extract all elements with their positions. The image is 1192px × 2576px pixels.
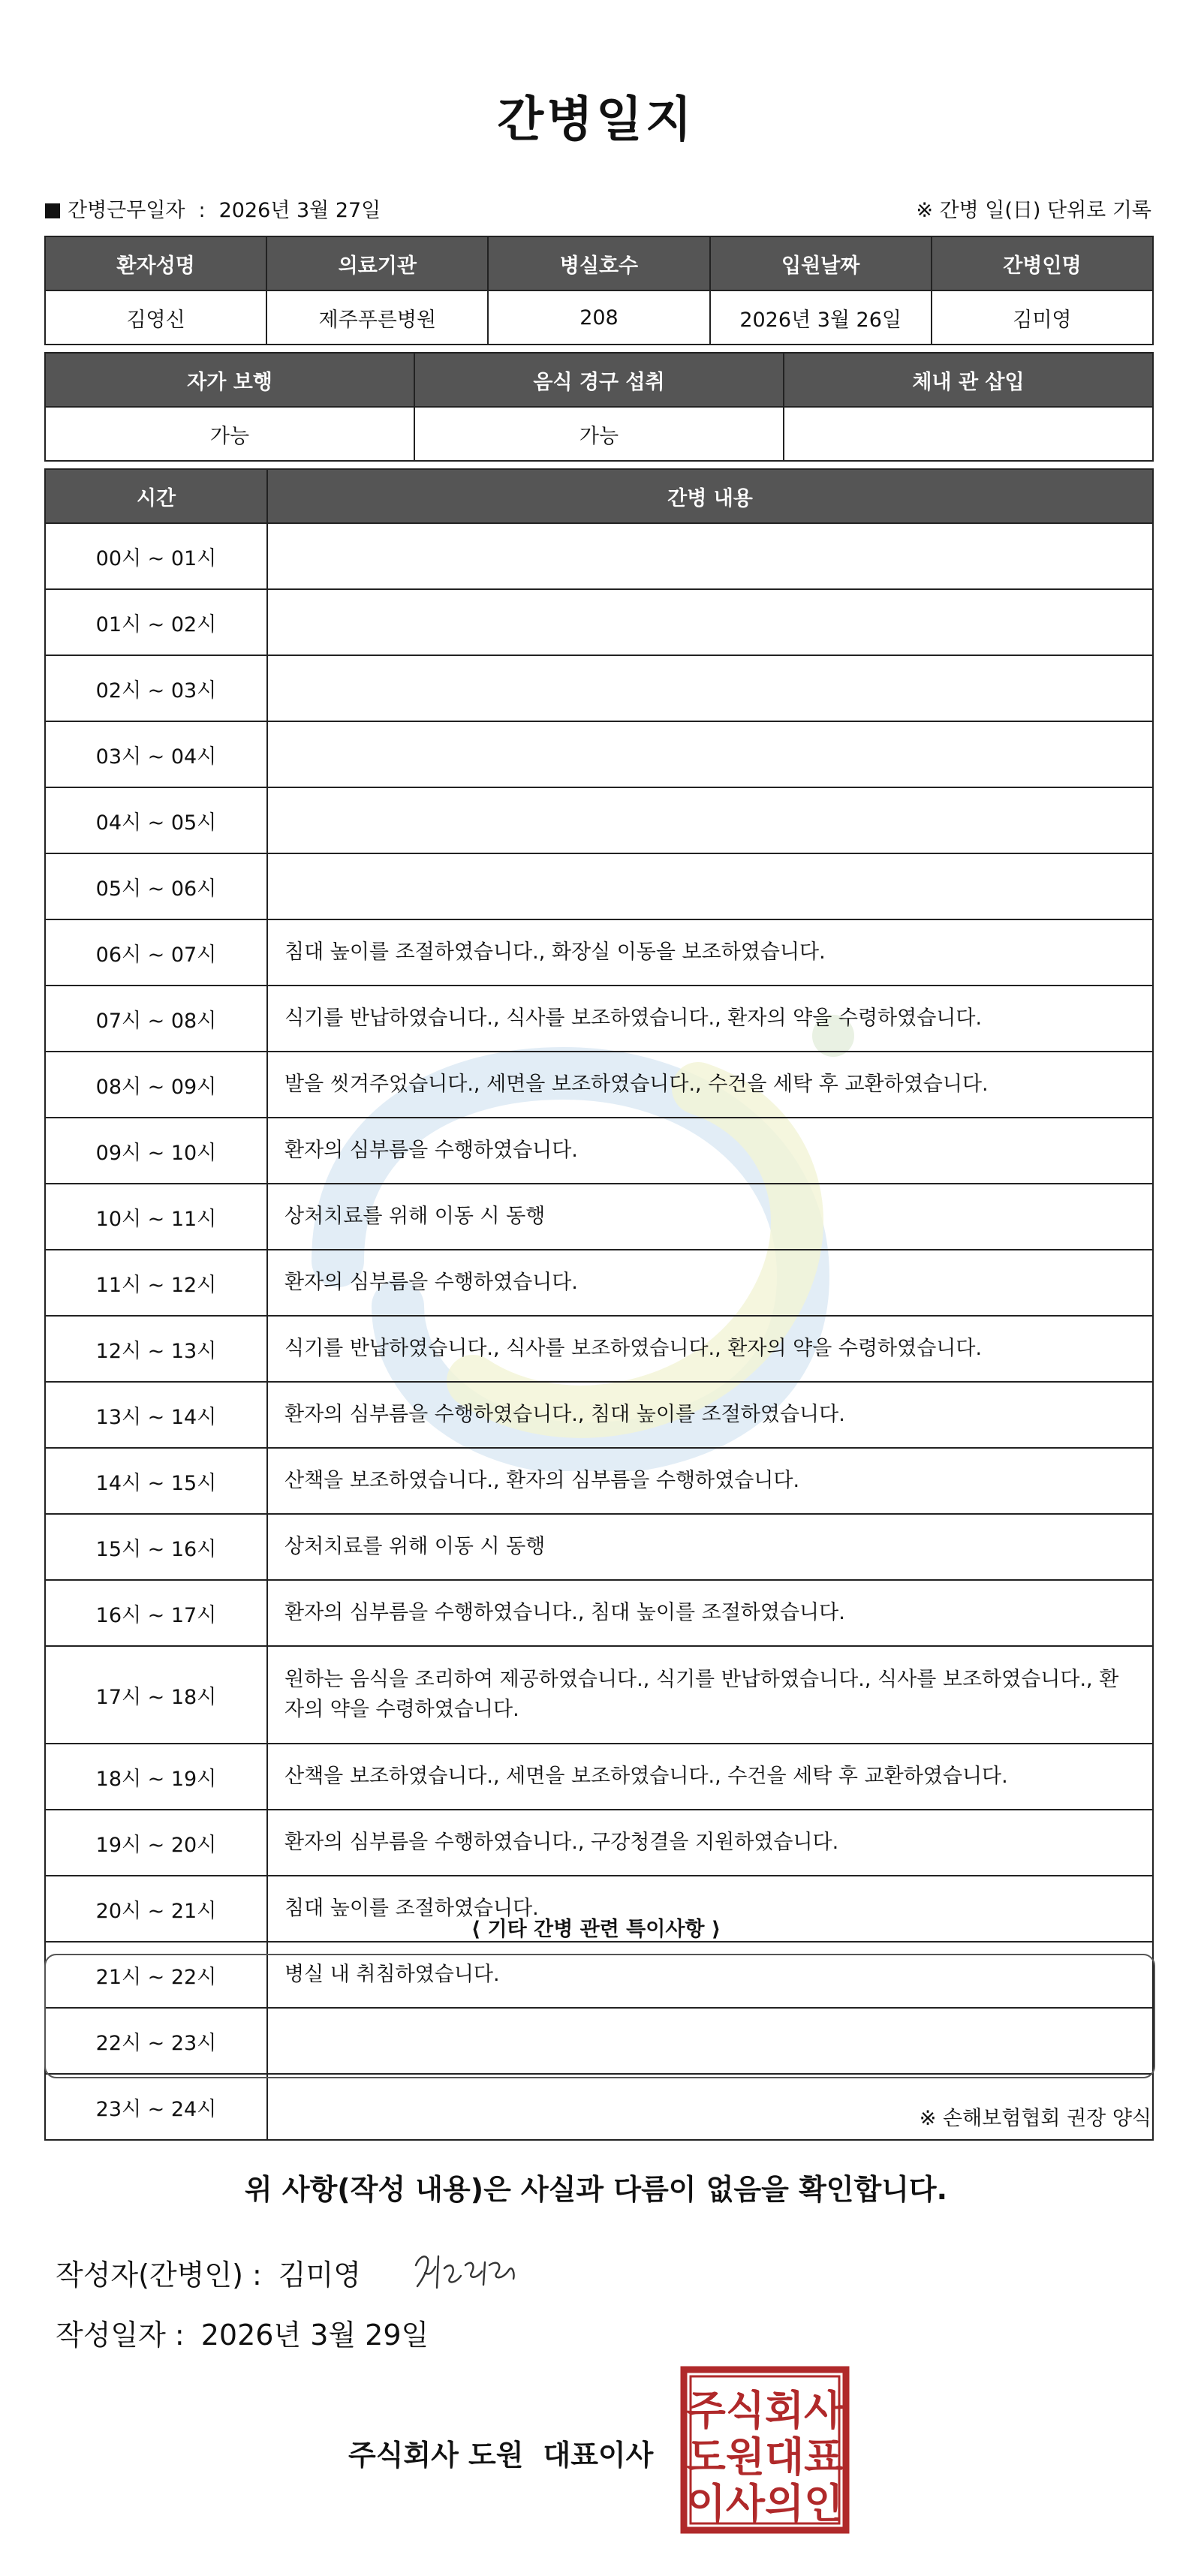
table-row: [45, 1514, 1153, 1580]
table-row: [45, 1580, 1153, 1646]
header-hospital: 의료기관: [266, 236, 488, 290]
content-cell: 발을 씻겨주었습니다., 세면을 보조하였습니다., 수건을 세탁 후 교환하였습니다.: [267, 1052, 1153, 1118]
content-cell: [267, 787, 1153, 853]
table-row: [45, 986, 1153, 1052]
notes-box: [44, 1954, 1155, 2078]
table-row: [45, 1052, 1153, 1118]
work-date-value: 2026년 3월 27일: [218, 199, 381, 222]
content-cell: [267, 655, 1153, 721]
content-cell: 환자의 심부름을 수행하였습니다., 구강청결을 지원하였습니다.: [267, 1810, 1153, 1876]
table-row: [45, 523, 1153, 589]
time-cell: 13시 ~ 14시: [45, 1382, 267, 1448]
content-cell: 병실 내 취침하였습니다.: [267, 1942, 1153, 2008]
table-row: [45, 1118, 1153, 1184]
confirmation-statement: 위 사항(작성 내용)은 사실과 다름이 없음을 확인합니다.: [244, 2173, 948, 2206]
table-row: [45, 655, 1153, 721]
status-header-row: [45, 353, 1153, 407]
seal-line: 주식회사: [686, 2387, 844, 2434]
time-cell: 14시 ~ 15시: [45, 1448, 267, 1514]
header-admission-date: 입원날짜: [710, 236, 932, 290]
content-cell: 상처치료를 위해 이동 시 동행: [267, 1514, 1153, 1580]
admission-date: 2026년 3월 26일: [710, 290, 932, 345]
form-source-note: ※ 손해보험협회 권장 양식: [919, 2107, 1151, 2130]
work-date-colon: :: [198, 199, 206, 222]
table-row: [45, 1810, 1153, 1876]
write-date-label: 작성일자 :: [56, 2319, 185, 2352]
header-care-content: 간병 내용: [267, 469, 1153, 523]
patient-name: 김영신: [45, 290, 266, 345]
header-oral-intake: 음식 경구 섭취: [414, 353, 784, 407]
time-cell: 10시 ~ 11시: [45, 1184, 267, 1250]
table-row: [45, 1382, 1153, 1448]
content-cell: 식기를 반납하였습니다., 식사를 보조하였습니다., 환자의 약을 수령하였습니다.: [267, 986, 1153, 1052]
time-cell: 04시 ~ 05시: [45, 787, 267, 853]
info-header-row: [45, 236, 1153, 290]
content-cell: 원하는 음식을 조리하여 제공하였습니다., 식기를 반납하였습니다., 식사를 보조하였습니다., 환자의 약을 수령하였습니다.: [267, 1646, 1153, 1744]
time-cell: 23시 ~ 24시: [45, 2074, 267, 2140]
table-row: [45, 919, 1153, 986]
company-title: 대표이사: [543, 2439, 654, 2472]
table-row: [45, 787, 1153, 853]
seal-line: 도원대표: [686, 2433, 844, 2481]
table-row: [45, 721, 1153, 787]
square-bullet-icon: [45, 203, 60, 218]
time-cell: 00시 ~ 01시: [45, 523, 267, 589]
header-caregiver: 간병인명: [932, 236, 1153, 290]
info-value-row: [45, 290, 1153, 345]
caregiver-name: 김미영: [932, 290, 1153, 345]
write-date-value: 2026년 3월 29일: [200, 2319, 429, 2352]
time-cell: 22시 ~ 23시: [45, 2008, 267, 2074]
content-cell: [267, 589, 1153, 655]
content-cell: 산책을 보조하였습니다., 세면을 보조하였습니다., 수건을 세탁 후 교환하였습니다.: [267, 1744, 1153, 1810]
time-cell: 18시 ~ 19시: [45, 1744, 267, 1810]
header-time: 시간: [45, 469, 267, 523]
time-cell: 21시 ~ 22시: [45, 1942, 267, 2008]
writer-name: 김미영: [278, 2259, 361, 2292]
status-value-row: [45, 407, 1153, 461]
oral-intake-value: 가능: [414, 407, 784, 461]
time-cell: 16시 ~ 17시: [45, 1580, 267, 1646]
time-cell: 07시 ~ 08시: [45, 986, 267, 1052]
work-date-label: 간병근무일자: [68, 199, 185, 222]
table-row: [45, 1646, 1153, 1744]
time-cell: 17시 ~ 18시: [45, 1646, 267, 1744]
header-self-walking: 자가 보행: [45, 353, 414, 407]
hospital-name: 제주푸른병원: [266, 290, 488, 345]
header-room: 병실호수: [488, 236, 709, 290]
content-cell: 환자의 심부름을 수행하였습니다., 침대 높이를 조절하였습니다.: [267, 1580, 1153, 1646]
seal-line: 이사의인: [686, 2480, 844, 2527]
company-seal: [680, 2366, 850, 2534]
notes-title: ⟨ 기타 간병 관련 특이사항 ⟩: [471, 1918, 721, 1941]
table-row: [45, 1316, 1153, 1382]
content-cell: 상처치료를 위해 이동 시 동행: [267, 1184, 1153, 1250]
time-cell: 01시 ~ 02시: [45, 589, 267, 655]
time-cell: 11시 ~ 12시: [45, 1250, 267, 1316]
time-cell: 15시 ~ 16시: [45, 1514, 267, 1580]
content-cell: 환자의 심부름을 수행하였습니다.: [267, 1250, 1153, 1316]
work-date: [45, 194, 381, 223]
patient-info-table: [44, 236, 1154, 345]
content-cell: [267, 721, 1153, 787]
table-row: [45, 1744, 1153, 1810]
content-cell: 환자의 심부름을 수행하였습니다.: [267, 1118, 1153, 1184]
writer-label: 작성자(간병인) :: [56, 2259, 262, 2292]
page-title: 간병일지: [497, 92, 695, 148]
table-row: [45, 853, 1153, 919]
company-line: [348, 2432, 653, 2473]
table-row: [45, 589, 1153, 655]
care-log-table: [44, 468, 1154, 2141]
write-date-line: [56, 2312, 429, 2353]
table-row: [45, 1250, 1153, 1316]
self-walking-value: 가능: [45, 407, 414, 461]
unit-note: ※ 간병 일(日) 단위로 기록: [916, 199, 1151, 222]
time-cell: 08시 ~ 09시: [45, 1052, 267, 1118]
content-cell: 환자의 심부름을 수행하였습니다., 침대 높이를 조절하였습니다.: [267, 1382, 1153, 1448]
log-header-row: [45, 469, 1153, 523]
content-cell: 침대 높이를 조절하였습니다., 화장실 이동을 보조하였습니다.: [267, 919, 1153, 986]
time-cell: 12시 ~ 13시: [45, 1316, 267, 1382]
content-cell: 산책을 보조하였습니다., 환자의 심부름을 수행하였습니다.: [267, 1448, 1153, 1514]
time-cell: 02시 ~ 03시: [45, 655, 267, 721]
handwritten-signature: [402, 2243, 530, 2303]
company-name: 주식회사 도원: [348, 2439, 524, 2472]
content-cell: [267, 523, 1153, 589]
tube-insertion-value: [784, 407, 1153, 461]
content-cell: 침대 높이를 조절하였습니다.: [267, 1876, 1153, 1942]
time-cell: 06시 ~ 07시: [45, 919, 267, 986]
header-patient-name: 환자성명: [45, 236, 266, 290]
room-number: 208: [488, 290, 709, 345]
time-cell: 03시 ~ 04시: [45, 721, 267, 787]
time-cell: 09시 ~ 10시: [45, 1118, 267, 1184]
time-cell: 19시 ~ 20시: [45, 1810, 267, 1876]
content-cell: [267, 853, 1153, 919]
writer-line: [56, 2252, 361, 2293]
time-cell: 20시 ~ 21시: [45, 1876, 267, 1942]
content-cell: 식기를 반납하였습니다., 식사를 보조하였습니다., 환자의 약을 수령하였습니다.: [267, 1316, 1153, 1382]
header-tube-insertion: 체내 관 삽입: [784, 353, 1153, 407]
patient-status-table: [44, 352, 1154, 462]
time-cell: 05시 ~ 06시: [45, 853, 267, 919]
table-row: [45, 1448, 1153, 1514]
table-row: [45, 1184, 1153, 1250]
